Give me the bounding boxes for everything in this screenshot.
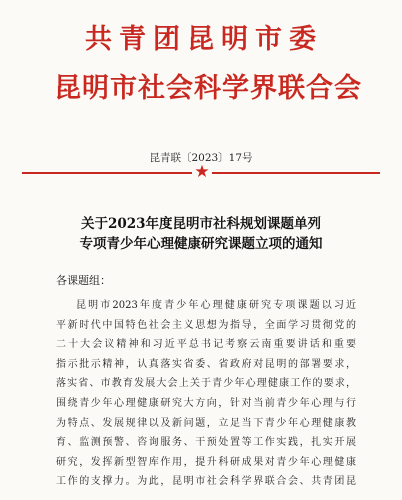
document-number: 昆青联〔2023〕17号: [149, 152, 253, 164]
red-rule-left: [22, 172, 192, 174]
notice-title-line-2: 专项青少年心理健康研究课题立项的通知: [79, 236, 323, 252]
body-line: 育、监测预警、咨询服务、干预处置等工作实践，扎实开展: [56, 437, 356, 449]
body-line: 落实省、市教育发展大会上关于青少年心理健康工作的要求，: [56, 378, 356, 390]
body-paragraph: [56, 296, 356, 492]
notice-title-line-1: 关于2023年度昆明市社科规划课题单列: [80, 216, 322, 232]
body-line: 指示批示精神，认真落实省委、省政府对昆明的部署要求，: [56, 358, 356, 370]
body-line: 二十大会议精神和习近平总书记考察云南重要讲话和重要: [56, 339, 356, 351]
body-line: 研究，发挥新型智库作用，提升科研成果对青少年心理健康: [56, 456, 356, 468]
body-line: 工作的支撑力。为此，昆明市社会科学界联合会、共青团昆: [56, 476, 356, 488]
issuing-org-line-2: 昆明市社会科学界联合会: [54, 73, 362, 104]
red-rule-right: [212, 172, 380, 174]
body-line: 为特点、发展规律以及新问题，立足当下青少年心理健康教: [56, 417, 356, 429]
body-line: 昆明市2023年度青少年心理健康研究专项课题以习近: [76, 300, 356, 311]
body-line: 围绕青少年心理健康研究大方向，针对当前青少年心理与行: [56, 397, 356, 409]
body-line: 平新时代中国特色社会主义思想为指导，全面学习贯彻党的: [56, 319, 356, 331]
salutation: 各课题组：: [56, 274, 111, 287]
star-icon: ★: [194, 162, 210, 182]
issuing-org-line-1: 共青团昆明市委: [85, 24, 323, 55]
